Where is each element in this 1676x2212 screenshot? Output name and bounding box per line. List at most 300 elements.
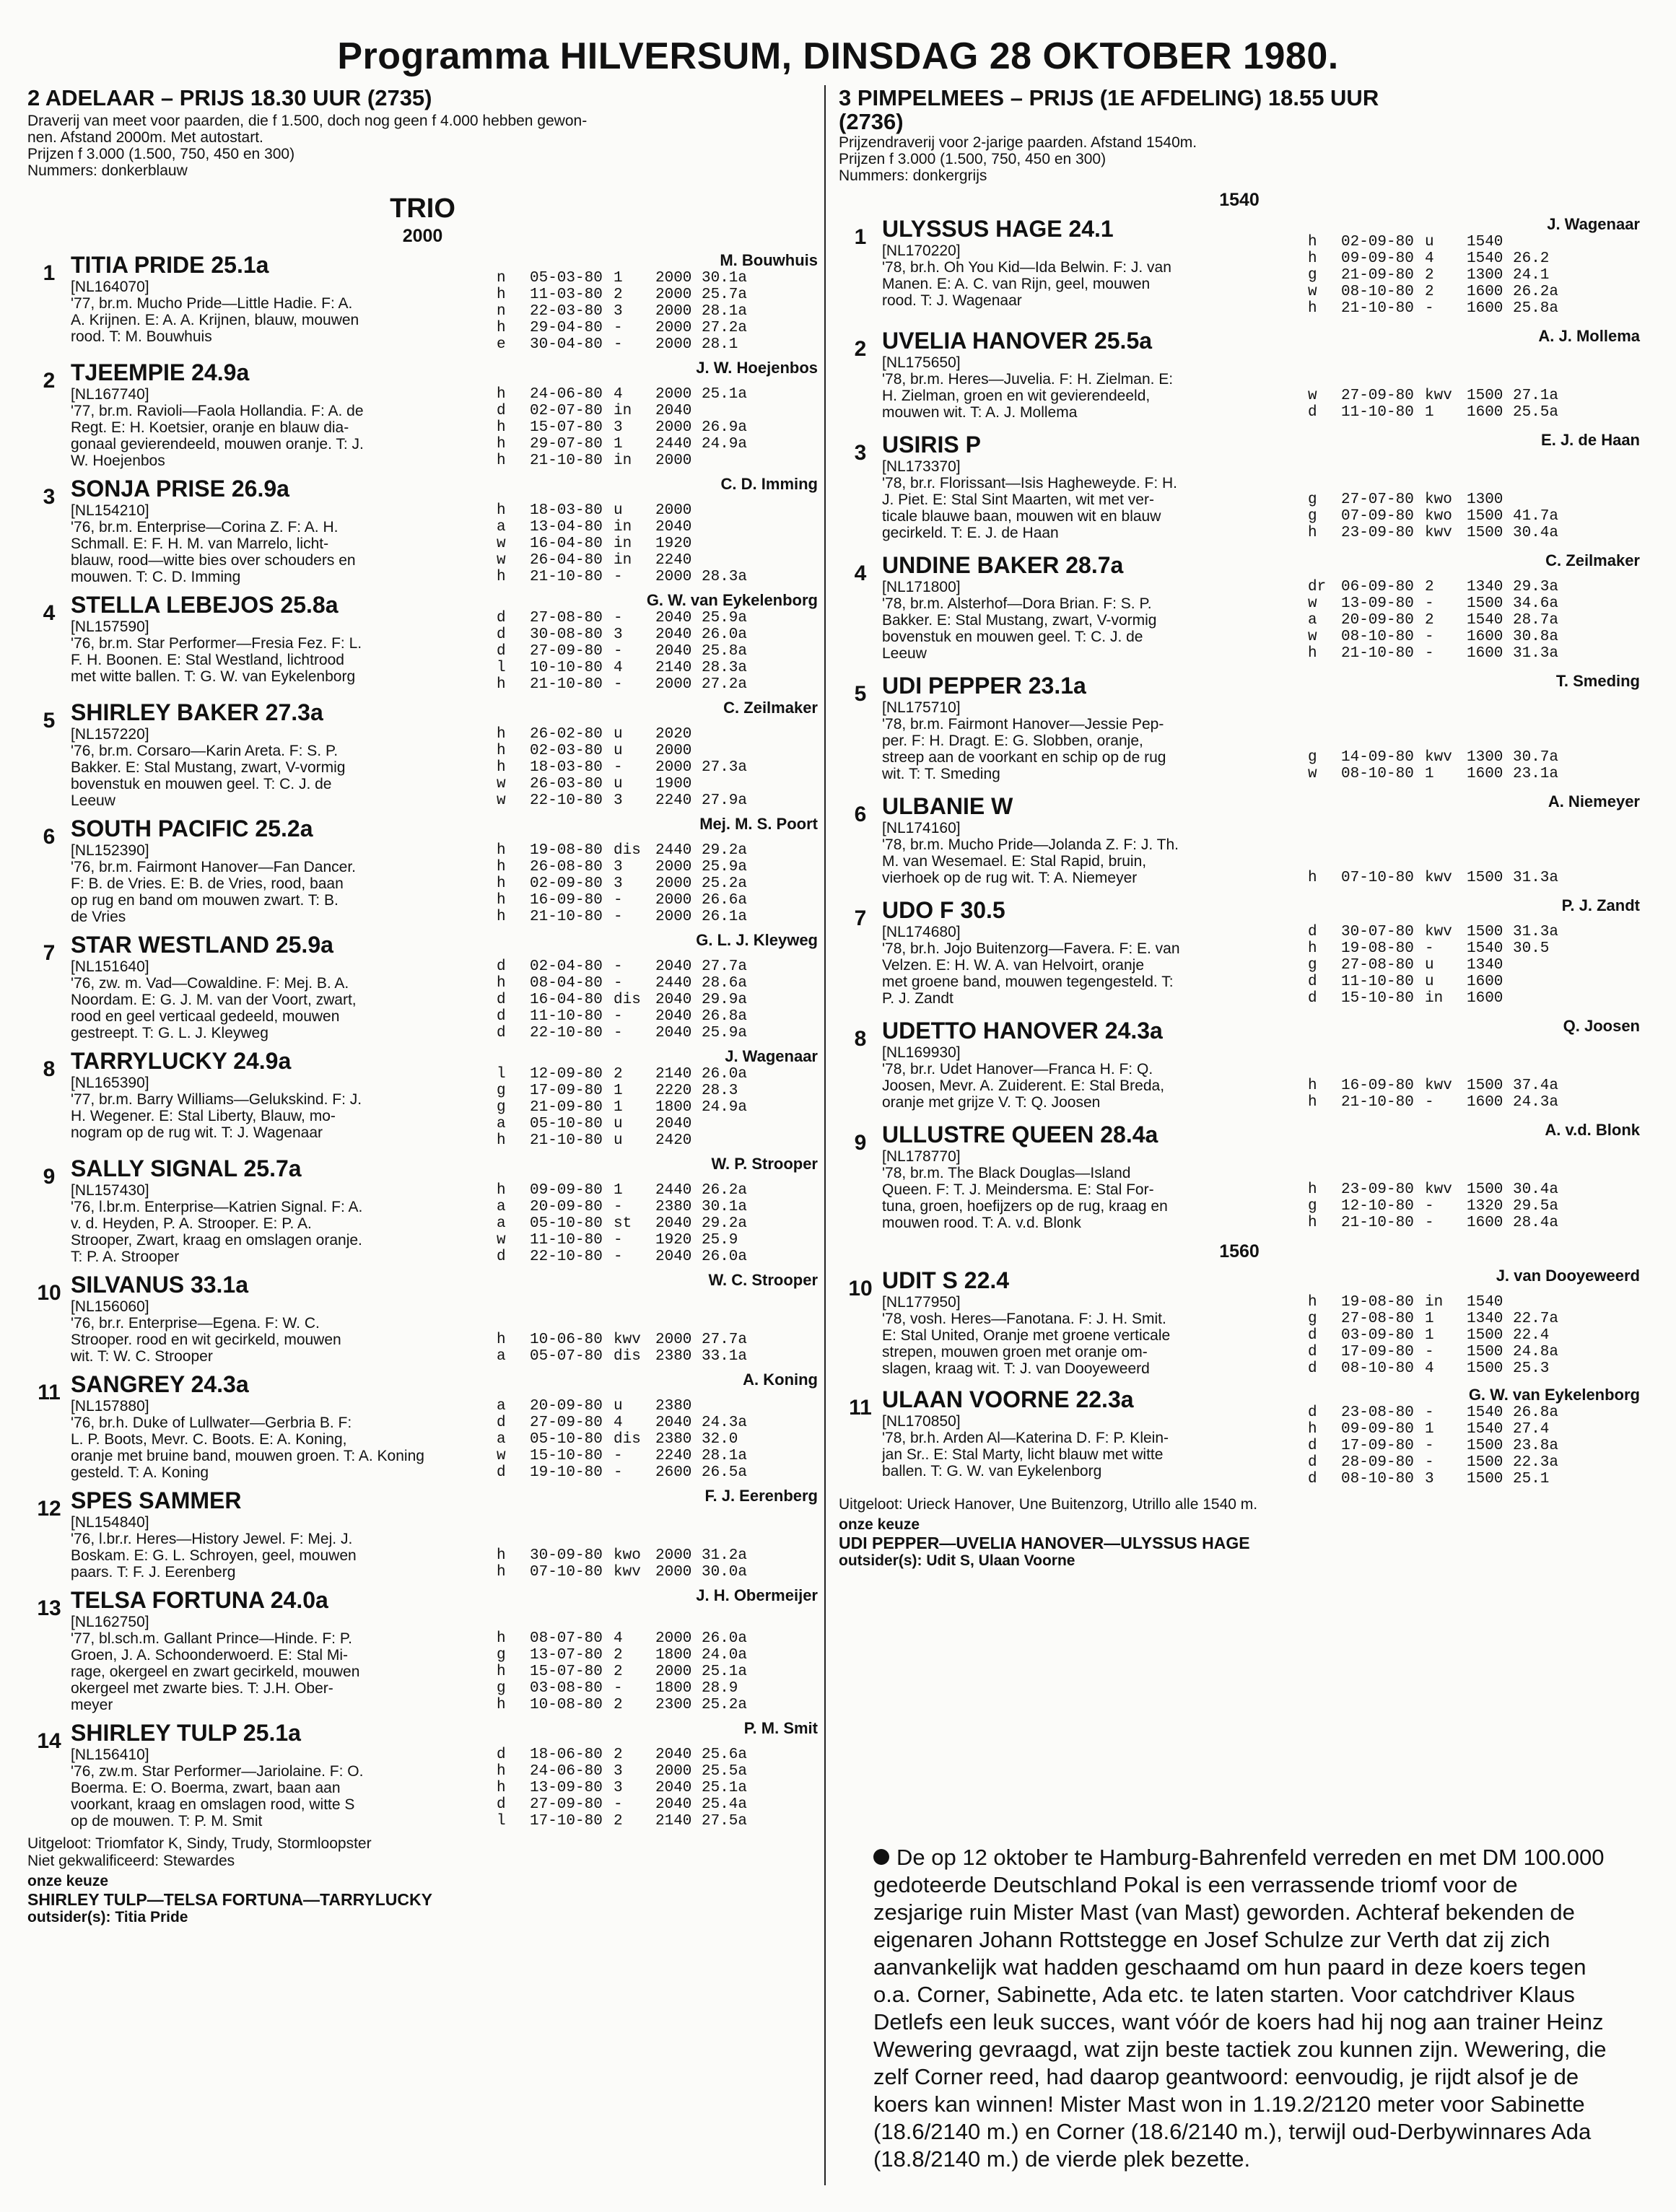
uitgeloot: Uitgeloot: Triomfator K, Sindy, Trudy, Stormloopster (27, 1835, 372, 1852)
performance-cell: 2600 (655, 1464, 692, 1481)
performance-row (1308, 491, 1640, 508)
performance-cell: h (497, 892, 506, 909)
performance-cell: 2 (1425, 284, 1434, 300)
performance-cell: 1500 (1467, 1454, 1503, 1471)
performance-cell: 4 (614, 1630, 623, 1647)
performance-cell: 25.9 (702, 1232, 738, 1249)
trainer-name: A. Koning (743, 1371, 818, 1389)
performance-cell (702, 726, 818, 743)
performance-cell: 26.0a (702, 1249, 748, 1265)
horse-number: 13 (37, 1596, 61, 1620)
performance-cell: kwv (1425, 870, 1452, 886)
performance-cell: 2000 (655, 502, 692, 519)
performance-cell: 25.2a (702, 1697, 748, 1713)
performance-row (497, 909, 818, 925)
performance-cell: h (1308, 300, 1317, 317)
race-desc-line: Nummers: donkergrijs (839, 167, 987, 184)
performance-cell (702, 743, 818, 759)
performance-cell: 30-04-80 (530, 336, 603, 353)
performance-cell: 3 (614, 1763, 623, 1780)
performance-cell: 28.9 (702, 1680, 738, 1697)
performance-cell: h (497, 386, 506, 403)
horse-description (882, 1148, 1308, 1231)
performance-cell: - (614, 336, 623, 353)
race-desc-line: nen. Afstand 2000m. Met autostart. (27, 129, 263, 146)
performance-cell: u (614, 502, 623, 519)
performance-cell: 25.3 (1513, 1360, 1550, 1377)
performance-row (497, 610, 818, 626)
horse-number: 6 (854, 803, 867, 826)
performance-table (1308, 234, 1640, 317)
performance-cell: 26.8a (702, 1008, 748, 1025)
horse-desc-line: '78, br.m. The Black Douglas—Island (882, 1165, 1131, 1181)
horse-desc-line: Strooper, Zwart, kraag en omslagen oranje. (71, 1232, 362, 1249)
race-desc-line: Prijzen f 3.000 (1.500, 750, 450 en 300) (839, 151, 1107, 167)
performance-row (1308, 940, 1640, 957)
performance-cell: 3 (614, 792, 623, 809)
trainer-name: G. W. van Eykelenborg (1468, 1386, 1640, 1404)
performance-cell: 1600 (1467, 629, 1503, 645)
horse-desc-line: Noordam. E: G. J. M. van der Voort, zwart, (71, 992, 357, 1008)
horse-number: 2 (854, 337, 867, 361)
horse-name: SOUTH PACIFIC 25.2a (71, 816, 313, 841)
horse-info (71, 815, 497, 925)
performance-cell: 08-07-80 (530, 1630, 603, 1647)
horse-desc-line: '78, br.m. Fairmont Hanover—Jessie Pep- (882, 716, 1164, 733)
horse-number: 2 (43, 369, 56, 393)
performance-cell: g (1308, 957, 1317, 974)
performance-cell: w (1308, 388, 1317, 404)
performance-cell: 21-10-80 (530, 453, 603, 469)
performance-cell: 21-10-80 (530, 1132, 603, 1149)
performance-cell: 21-10-80 (1341, 645, 1414, 662)
horse-desc-line: oranje met grijze V. T: Q. Joosen (882, 1094, 1101, 1111)
trainer-name: J. Wagenaar (1547, 215, 1640, 233)
performance-cell: 31.3a (1513, 924, 1559, 940)
performance-cell: 2380 (655, 1431, 692, 1448)
trainer-name: W. C. Strooper (708, 1271, 818, 1289)
horse-number: 11 (849, 1396, 872, 1420)
performance-cell: u (614, 1116, 623, 1132)
horse-record (497, 475, 818, 585)
horse-desc-line: [NL157430] (71, 1182, 149, 1199)
performance-cell: h (497, 287, 506, 303)
performance-cell: 16-04-80 (530, 535, 603, 552)
horse-desc-line: '76, br.m. Corsaro—Karin Areta. F: S. P. (71, 743, 339, 759)
horse-list (839, 215, 1640, 1231)
performance-cell: 08-10-80 (1341, 1360, 1414, 1377)
performance-cell: 10-10-80 (530, 660, 603, 676)
horse-desc-line: F: B. de Vries. E: B. de Vries, rood, baan (71, 875, 344, 892)
performance-cell: h (1308, 1421, 1317, 1438)
performance-cell (702, 403, 818, 419)
performance-row (1308, 234, 1640, 250)
trainer-name: J. W. Hoejenbos (696, 359, 818, 377)
performance-cell: 2040 (655, 1415, 692, 1431)
performance-cell: g (1308, 491, 1317, 508)
performance-cell: 25.9a (702, 1025, 748, 1041)
trainer-name: J. Wagenaar (725, 1047, 818, 1065)
performance-cell: 27-07-80 (1341, 491, 1414, 508)
performance-row (1308, 870, 1640, 886)
performance-cell: kwv (614, 1332, 641, 1348)
horse-desc-line: '76, l.br.m. Enterprise—Katrien Signal. F: A. (71, 1199, 363, 1215)
performance-cell: 13-07-80 (530, 1647, 603, 1664)
performance-cell: 24.0a (702, 1647, 748, 1664)
performance-cell: - (614, 643, 623, 660)
performance-cell (702, 552, 818, 569)
horse-info (882, 792, 1308, 886)
trainer-name: P. M. Smit (743, 1719, 818, 1737)
performance-table (1308, 1404, 1640, 1487)
performance-cell: 30-07-80 (1341, 924, 1414, 940)
performance-cell: w (497, 776, 506, 792)
performance-cell: 3 (614, 419, 623, 436)
horse-desc-line: [NL157880] (71, 1398, 149, 1415)
performance-row (497, 1464, 818, 1481)
performance-cell: 3 (614, 1780, 623, 1796)
performance-cell: 2040 (655, 1249, 692, 1265)
horse-desc-line: '76, br.r. Enterprise—Egena. F: W. C. (71, 1315, 320, 1332)
performance-cell: h (497, 859, 506, 875)
performance-cell: 1500 (1467, 525, 1503, 541)
horse-desc-line: [NL154840] (71, 1514, 149, 1531)
performance-cell: 1 (614, 1083, 623, 1099)
performance-cell: 29.2a (702, 842, 748, 859)
performance-row (497, 958, 818, 975)
horse-name: TARRYLUCKY 24.9a (71, 1048, 292, 1074)
horse-entry (839, 327, 1640, 421)
performance-cell: 25.1a (702, 1780, 748, 1796)
horse-desc-line: op de mouwen. T: P. M. Smit (71, 1813, 263, 1830)
performance-cell: 1540 (1467, 234, 1503, 250)
performance-cell: 03-09-80 (1341, 1327, 1414, 1344)
horse-record (1308, 1017, 1640, 1111)
performance-cell: 1600 (1467, 404, 1503, 421)
horse-info (71, 475, 497, 585)
performance-cell: d (497, 1008, 506, 1025)
trainer-name: G. L. J. Kleyweg (696, 931, 818, 949)
horse-info (71, 1371, 497, 1481)
performance-cell: 22-10-80 (530, 1025, 603, 1041)
horse-info (71, 931, 497, 1041)
horse-desc-line: gesteld. T: A. Koning (71, 1464, 209, 1481)
horse-entry (839, 1267, 1640, 1377)
performance-row (1308, 1360, 1640, 1377)
performance-cell: kwv (1425, 388, 1452, 404)
performance-cell: 41.7a (1513, 508, 1559, 525)
performance-cell: 02-03-80 (530, 743, 603, 759)
performance-cell: 27-09-80 (530, 643, 603, 660)
performance-cell: h (1308, 234, 1317, 250)
performance-row (497, 1332, 818, 1348)
performance-cell: 21-10-80 (1341, 1094, 1414, 1111)
horse-desc-line: blauw, rood—witte bies over schouders en (71, 552, 356, 569)
performance-cell: 2000 (655, 859, 692, 875)
performance-cell: 29.5a (1513, 1198, 1559, 1215)
performance-cell: 02-09-80 (1341, 234, 1414, 250)
performance-cell: n (497, 270, 506, 287)
performance-row (497, 1747, 818, 1763)
performance-table (497, 1630, 818, 1713)
performance-cell: 02-07-80 (530, 403, 603, 419)
performance-cell: - (614, 1448, 623, 1464)
trainer-name: P. J. Zandt (1561, 896, 1640, 914)
horse-name: UDIT S 22.4 (882, 1267, 1010, 1293)
horse-info (882, 1121, 1308, 1231)
performance-cell: 30-08-80 (530, 626, 603, 643)
horse-desc-line: gecirkeld. T: E. J. de Haan (882, 525, 1059, 541)
performance-cell: u (1425, 234, 1434, 250)
performance-cell: 3 (614, 303, 623, 320)
performance-cell: 18-03-80 (530, 502, 603, 519)
horse-number: 8 (43, 1057, 56, 1081)
performance-cell: - (614, 958, 623, 975)
performance-cell: 24.3a (1513, 1094, 1559, 1111)
performance-cell: 1 (614, 1182, 623, 1199)
horse-desc-line: Velzen. E: H. W. A. van Helvoirt, oranje (882, 957, 1144, 974)
performance-cell: 2000 (655, 743, 692, 759)
performance-cell: 1300 (1467, 267, 1503, 284)
performance-cell: 2240 (655, 552, 692, 569)
performance-row (1308, 1311, 1640, 1327)
horse-desc-line: wit. T: T. Smeding (882, 766, 1000, 782)
performance-cell: 18-03-80 (530, 759, 603, 776)
horse-desc-line: '76, br.m. Fairmont Hanover—Fan Dancer. (71, 859, 357, 875)
performance-cell: - (1425, 645, 1434, 662)
performance-cell: h (497, 875, 506, 892)
performance-cell: h (497, 1547, 506, 1564)
performance-cell (1513, 1294, 1640, 1311)
performance-table (497, 1332, 818, 1365)
performance-cell: 25.1a (702, 1664, 748, 1680)
column-divider (824, 85, 826, 2185)
performance-cell: h (1308, 250, 1317, 267)
trainer-name: A. J. Mollema (1538, 327, 1640, 345)
trainer-name: J. van Dooyeweerd (1496, 1267, 1640, 1285)
performance-row (497, 1116, 818, 1132)
performance-cell: 08-04-80 (530, 975, 603, 992)
performance-row (497, 1564, 818, 1581)
performance-cell: d (1308, 990, 1317, 1007)
performance-cell: e (497, 336, 506, 353)
horse-info (71, 1586, 497, 1713)
performance-cell: 12-10-80 (1341, 1198, 1414, 1215)
performance-cell: 17-09-80 (530, 1083, 603, 1099)
performance-cell: - (614, 909, 623, 925)
performance-cell: h (1308, 1077, 1317, 1094)
performance-cell: 05-10-80 (530, 1215, 603, 1232)
horse-desc-line: '77, br.m. Barry Williams—Gelukskind. F: J. (71, 1091, 362, 1108)
performance-cell: 4 (614, 1415, 623, 1431)
performance-cell: 25.8a (702, 643, 748, 660)
performance-row (497, 1249, 818, 1265)
performance-cell: - (1425, 629, 1434, 645)
performance-cell: h (497, 676, 506, 693)
performance-cell: g (497, 1680, 506, 1697)
performance-cell: 23.8a (1513, 1438, 1559, 1454)
horse-entry (27, 251, 818, 353)
performance-cell: - (1425, 1344, 1434, 1360)
horse-desc-line: '77, br.m. Ravioli—Faola Hollandia. F: A. de (71, 403, 364, 419)
performance-cell: 16-09-80 (530, 892, 603, 909)
horse-entry (839, 215, 1640, 317)
performance-row (497, 1448, 818, 1464)
performance-cell: 30.1a (702, 1199, 748, 1215)
horse-number: 4 (854, 561, 867, 585)
horse-desc-line: [NL165390] (71, 1075, 149, 1091)
performance-cell: 1600 (1467, 990, 1503, 1007)
horse-desc-line: '78, br.r. Florissant—Isis Hagheweyde. F: H. (882, 475, 1177, 491)
performance-cell: 1600 (1467, 1094, 1503, 1111)
performance-cell: h (1308, 1181, 1317, 1198)
race-2-description (27, 113, 818, 179)
performance-cell: 2 (614, 287, 623, 303)
performance-cell: 05-07-80 (530, 1348, 603, 1365)
performance-row (497, 1025, 818, 1041)
performance-cell: 25.8a (1513, 300, 1559, 317)
horse-desc-line: [NL164070] (71, 279, 149, 295)
performance-cell: 25.1 (1513, 1471, 1550, 1487)
performance-cell: 15-07-80 (530, 1664, 603, 1680)
horse-description (71, 726, 497, 809)
performance-cell: 2140 (655, 1066, 692, 1083)
horse-desc-line: T: P. A. Strooper (71, 1249, 180, 1265)
horse-desc-line: meyer (71, 1697, 113, 1713)
performance-row (497, 1780, 818, 1796)
performance-cell: 26.1a (702, 909, 748, 925)
performance-cell: 27-09-80 (1341, 388, 1414, 404)
performance-row (497, 975, 818, 992)
performance-cell: 1 (1425, 766, 1434, 782)
performance-cell: g (1308, 508, 1317, 525)
performance-cell: h (497, 320, 506, 336)
horse-name: ULLUSTRE QUEEN 28.4a (882, 1122, 1158, 1147)
performance-cell: 2000 (655, 1664, 692, 1680)
performance-cell: 2380 (655, 1199, 692, 1215)
horse-name: UVELIA HANOVER 25.5a (882, 328, 1153, 354)
horse-entry (27, 931, 818, 1041)
performance-cell: 2 (614, 1747, 623, 1763)
performance-cell: 07-10-80 (530, 1564, 603, 1581)
trainer-name: M. Bouwhuis (720, 251, 818, 269)
performance-cell: in (614, 535, 632, 552)
performance-row (1308, 749, 1640, 766)
performance-row (497, 569, 818, 585)
performance-cell: 2000 (655, 676, 692, 693)
performance-cell: 2000 (655, 270, 692, 287)
horse-desc-line: [NL178770] (882, 1148, 961, 1165)
performance-cell: 2 (614, 1664, 623, 1680)
horse-desc-line: W. Hoejenbos (71, 453, 165, 469)
performance-cell: 22-03-80 (530, 303, 603, 320)
performance-cell: 26.9a (702, 419, 748, 436)
performance-cell: kwo (1425, 508, 1452, 525)
horse-description (882, 699, 1308, 782)
performance-cell: 31.3a (1513, 645, 1559, 662)
performance-cell: 11-03-80 (530, 287, 603, 303)
performance-cell: a (497, 1431, 506, 1448)
performance-row (1308, 612, 1640, 629)
horse-record (497, 1371, 818, 1481)
horse-desc-line: '78, br.h. Oh You Kid—Ida Belwin. F: J. van (882, 259, 1171, 276)
performance-cell: - (614, 892, 623, 909)
performance-cell: - (614, 759, 623, 776)
performance-cell: h (497, 569, 506, 585)
performance-cell: 4 (614, 386, 623, 403)
performance-cell: 08-10-80 (1341, 766, 1414, 782)
performance-cell: 17-10-80 (530, 1813, 603, 1830)
performance-cell: 09-09-80 (1341, 250, 1414, 267)
performance-cell: 25.5a (702, 1763, 748, 1780)
keuze-title: onze keuze (27, 1873, 109, 1889)
performance-cell: 1600 (1467, 645, 1503, 662)
performance-cell: 2440 (655, 1182, 692, 1199)
performance-cell: 26.2 (1513, 250, 1550, 267)
performance-cell: w (1308, 284, 1317, 300)
performance-cell: dis (614, 842, 641, 859)
performance-cell: h (497, 1697, 506, 1713)
performance-cell: d (497, 992, 506, 1008)
performance-cell: d (1308, 924, 1317, 940)
keuze: UDI PEPPER—UVELIA HANOVER—ULYSSUS HAGE (839, 1534, 1250, 1552)
trainer-name: G. W. van Eykelenborg (646, 591, 818, 609)
outsider: outsider(s): Udit S, Ulaan Voorne (839, 1552, 1075, 1569)
performance-row (497, 270, 818, 287)
performance-cell: 28.6a (702, 975, 748, 992)
horse-record (1308, 672, 1640, 782)
performance-row (497, 1813, 818, 1830)
performance-cell: 07-09-80 (1341, 508, 1414, 525)
performance-cell: 21-10-80 (1341, 300, 1414, 317)
horse-description (882, 579, 1308, 662)
horse-record (1308, 896, 1640, 1007)
performance-cell: u (614, 1132, 623, 1149)
performance-cell: - (1425, 1215, 1434, 1231)
performance-cell: 2440 (655, 975, 692, 992)
horse-desc-line: '77, br.m. Mucho Pride—Little Hadie. F: A. (71, 295, 353, 312)
horse-description (71, 1075, 497, 1141)
performance-row (1308, 1421, 1640, 1438)
performance-row (497, 1398, 818, 1415)
horse-desc-line: [NL162750] (71, 1614, 149, 1630)
horse-info (71, 1047, 497, 1149)
performance-cell: 2220 (655, 1083, 692, 1099)
performance-cell: 4 (614, 660, 623, 676)
performance-row (1308, 508, 1640, 525)
performance-cell: l (497, 660, 506, 676)
horse-desc-line: rood. T: J. Wagenaar (882, 292, 1022, 309)
performance-row (1308, 629, 1640, 645)
horse-number: 14 (37, 1729, 61, 1753)
performance-table (1308, 924, 1640, 1007)
horse-number: 7 (43, 941, 56, 965)
horse-info (882, 672, 1308, 782)
horse-desc-line: Strooper. rood en wit gecirkeld, mouwen (71, 1332, 341, 1348)
performance-row (497, 1348, 818, 1365)
performance-cell: 27.9a (702, 792, 748, 809)
performance-cell: 25.5a (1513, 404, 1559, 421)
performance-cell: h (1308, 1294, 1317, 1311)
trainer-name: C. D. Imming (720, 475, 818, 493)
performance-row (497, 403, 818, 419)
performance-row (497, 1132, 818, 1149)
performance-cell: 2000 (655, 336, 692, 353)
trainer-name: A. v.d. Blonk (1545, 1121, 1640, 1139)
performance-cell (702, 1116, 818, 1132)
performance-cell: d (497, 958, 506, 975)
horse-desc-line: voorkant, kraag en omslagen rood, witte S (71, 1796, 355, 1813)
